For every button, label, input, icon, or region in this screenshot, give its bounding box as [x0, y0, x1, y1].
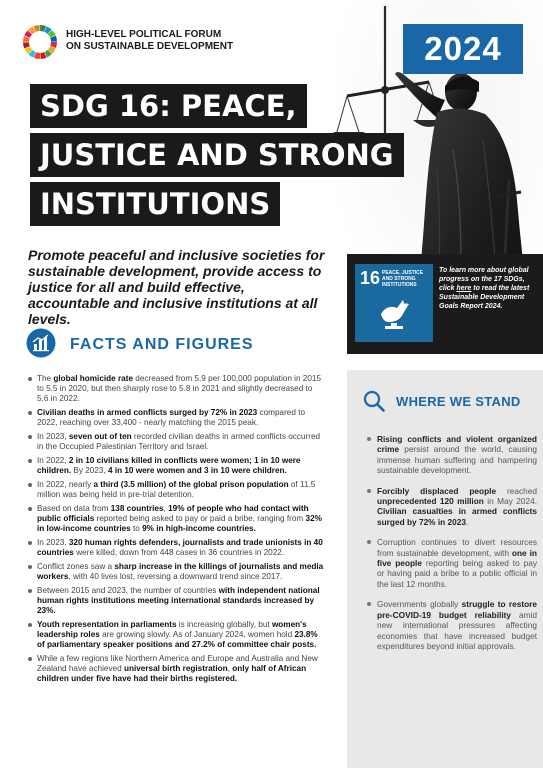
- fact-item: [26, 538, 326, 558]
- text: persist around the world, causing immense human suffering and hampering sustainable development.: [377, 444, 537, 476]
- text: Between 2015 and 2023, the number of countries: [37, 586, 219, 595]
- bold-text: seven out of ten: [68, 432, 132, 441]
- forum-name-line-2: ON SUSTAINABLE DEVELOPMENT: [66, 41, 234, 52]
- fact-item: [26, 408, 326, 428]
- text: reported being asked to pay or paid a bribe, ranging from: [94, 514, 306, 523]
- stand-item: [365, 486, 537, 528]
- text: In 2022,: [37, 456, 69, 465]
- bold-text: Rising conflicts and violent organized crime: [377, 434, 537, 455]
- report-note: [439, 266, 537, 311]
- bold-text: 4 in 10 were women and 3 in 10 were children.: [108, 466, 287, 475]
- bold-text: 32% in low-income countries: [37, 514, 322, 533]
- text: compared to 2022, reaching over 33,400 - nearly matching the 2015 peak.: [37, 408, 306, 427]
- bold-text: Civilian deaths in armed conflicts surged by 72% in 2023: [37, 408, 258, 417]
- text: recorded civilian deaths in armed conflicts occurred in the Occupied Palestinian Territory and Israel.: [37, 432, 321, 451]
- text: were killed, down from 448 cases in 36 countries in 2022.: [73, 548, 285, 557]
- bold-text: one in five people: [377, 547, 537, 569]
- report-note-text-1: To learn more about global progress on the 17 SDGs, click: [439, 267, 529, 292]
- text: decreased from 5.9 per 100,000 population in 2015 to 5.5 in 2020, but then sharply rose to 5.8 in 2021 and slightly decreased to 5.6 in 2022.: [37, 374, 322, 403]
- text: Based on data from: [37, 504, 111, 513]
- text: amid new international pressures affecting economies that have increased budget expenditures beyond initial approvals.: [377, 609, 537, 651]
- sdg-number: 16: [360, 268, 381, 288]
- header: [0, 0, 543, 360]
- search-icon: [363, 390, 385, 412]
- text: , with 40 lives lost, reversing a downward trend since 2017.: [68, 572, 283, 581]
- fact-item: [26, 654, 326, 684]
- fact-item: [26, 456, 326, 476]
- bold-text: Forcibly displaced people: [377, 485, 497, 496]
- sdg-goal-name: PEACE, JUSTICE AND STRONG INSTITUTIONS: [382, 270, 424, 288]
- fact-item: [26, 432, 326, 452]
- fact-item: [26, 562, 326, 582]
- where-we-stand-list: [365, 434, 537, 661]
- sdg-wheel-logo-icon: [22, 24, 58, 60]
- stand-item: [365, 434, 537, 476]
- report-link[interactable]: here: [456, 285, 472, 292]
- bold-text: a third (3.5 million) of the global prison population: [93, 480, 289, 489]
- stand-item: [365, 599, 537, 651]
- fact-item: [26, 586, 326, 616]
- forum-name-line-1: HIGH-LEVEL POLITICAL FORUM: [66, 29, 222, 40]
- bold-text: Civilian casualties in armed conflicts surged by 72% in 2023: [377, 506, 537, 527]
- page-title-line-1: SDG 16: PEACE,: [30, 84, 307, 128]
- bold-text: 138 countries: [110, 504, 164, 513]
- text: reached: [496, 485, 537, 496]
- bold-text: only half of African children under five have had their births registered.: [37, 664, 307, 683]
- text: While a few regions like Northern America and Europe and Australia and New Zealand have achieved: [37, 654, 318, 673]
- report-note-text-2: to read the latest Sustainable Development Goals Report 2024.: [439, 285, 530, 310]
- text: is increasing globally, but: [176, 620, 272, 629]
- sdg16-tile: [355, 264, 433, 342]
- bold-text: 19% of people who had contact with public officials: [37, 504, 309, 523]
- text: Corruption continues to divert resources from sustainable development, with: [377, 537, 537, 558]
- forum-name: [66, 29, 236, 53]
- text: reporting being asked to pay or having paid a bribe to a public official in the last 12 months.: [377, 558, 537, 589]
- text: In 2023,: [37, 432, 69, 441]
- page-title-line-2: JUSTICE AND STRONG: [30, 133, 404, 177]
- fact-item: [26, 504, 326, 534]
- bold-text: universal birth registration: [123, 664, 228, 673]
- bold-text: sharp increase in the killings of journalists and media workers: [37, 562, 324, 581]
- text: of 11.5 million was being held in pre-trial detention.: [37, 480, 316, 499]
- where-we-stand-panel: [347, 370, 543, 768]
- bold-text: Youth representation in parliaments: [37, 620, 177, 629]
- facts-heading: FACTS AND FIGURES: [70, 336, 254, 353]
- fact-item: [26, 374, 326, 404]
- stand-item: [365, 537, 537, 589]
- bold-text: 320 human rights defenders, journalists and trade unionists in 40 countries: [37, 538, 323, 557]
- text: ,: [163, 504, 169, 513]
- facts-list: [26, 374, 326, 688]
- bold-text: 23.8% of parliamentary speaker positions and 27.2% of committee chair posts.: [37, 630, 318, 649]
- text: By 2023,: [71, 466, 108, 475]
- text: ,: [227, 664, 233, 673]
- text: to: [130, 524, 143, 533]
- bar-chart-icon: [26, 328, 56, 358]
- text: in May 2024.: [483, 496, 537, 507]
- text: .: [466, 516, 469, 527]
- page-title-line-3: INSTITUTIONS: [30, 182, 280, 226]
- bold-text: with independent national human rights institutions meeting international standards increased by 23%.: [37, 586, 320, 615]
- year-badge: 2024: [403, 24, 523, 74]
- dove-gavel-icon: [373, 296, 415, 336]
- text: In 2023,: [37, 538, 69, 547]
- bold-text: 9% in high-income countries.: [142, 524, 256, 533]
- goal-statement: Promote peaceful and inclusive societies for sustainable development, provide access to justice for all and build effective, accountable and inclusive institutions at all levels.: [28, 247, 325, 327]
- bold-text: 2 in 10 civilians killed in conflicts were women; 1 in 10 were children.: [37, 456, 301, 475]
- text: Governments globally: [377, 599, 462, 610]
- text: are growing slowly. As of January 2024, women hold: [99, 630, 295, 639]
- bold-text: women's leadership roles: [37, 620, 307, 639]
- bold-text: struggle to restore pre-COVID-19 budget reliability: [377, 599, 537, 620]
- bold-text: global homicide rate: [53, 374, 134, 383]
- bold-text: unprecedented 120 million: [377, 496, 484, 507]
- where-we-stand-heading: WHERE WE STAND: [396, 394, 521, 409]
- text: The: [37, 374, 54, 383]
- text: Conflict zones saw a: [37, 562, 115, 571]
- fact-item: [26, 620, 326, 650]
- text: In 2022, nearly: [37, 480, 94, 489]
- fact-item: [26, 480, 326, 500]
- sdg-report-box: [347, 254, 543, 354]
